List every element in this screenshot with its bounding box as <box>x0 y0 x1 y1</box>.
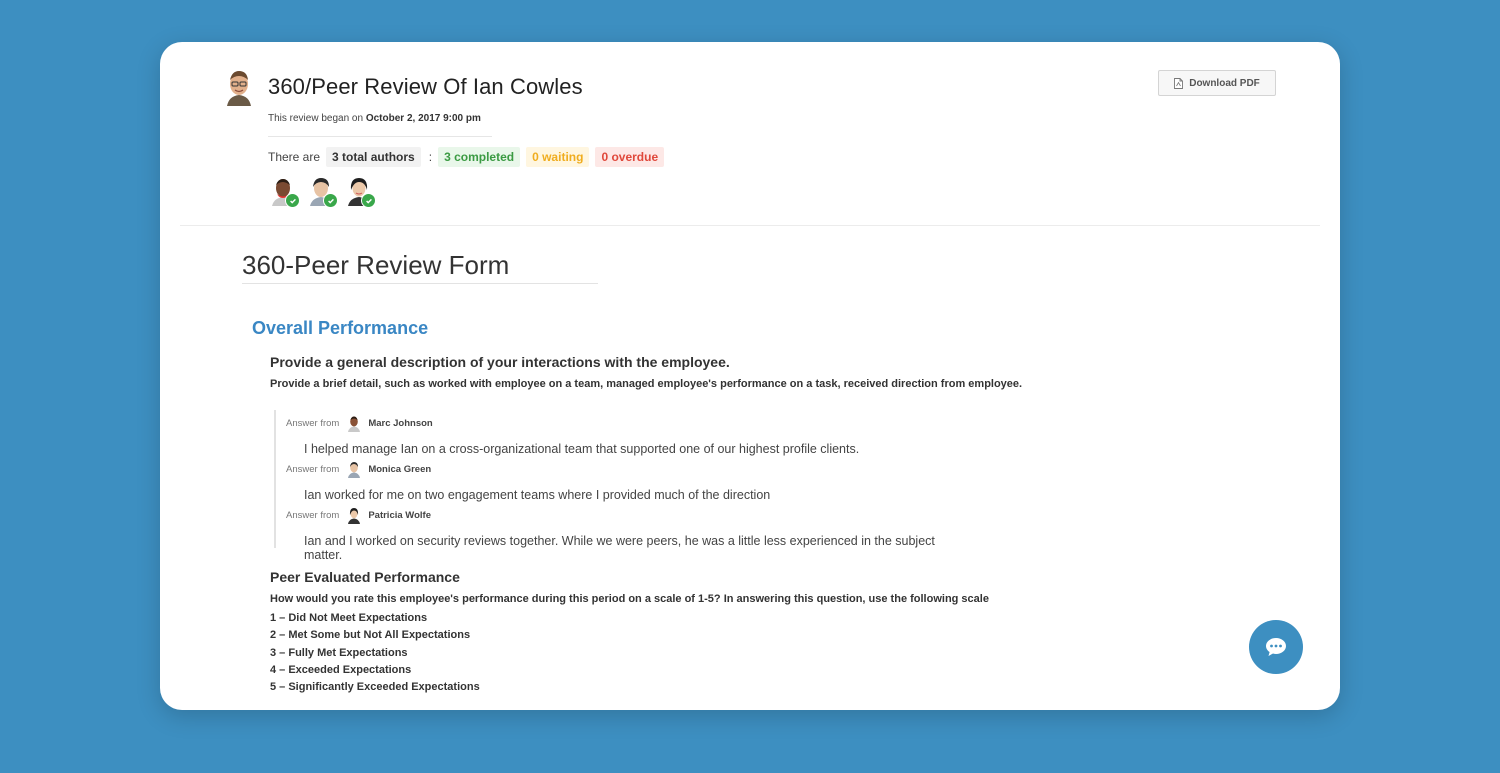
answer-from <box>286 414 433 432</box>
answer-from-label: Answer from <box>286 417 340 429</box>
author-avatar-list <box>270 176 384 206</box>
authors-prefix: There are <box>268 150 321 164</box>
author-avatar[interactable] <box>270 176 296 206</box>
answer-text: Ian and I worked on security reviews together. While we were peers, he was a little less experienced in the subject matter. <box>304 534 935 562</box>
answer-author: Patricia Wolfe <box>368 509 431 521</box>
answer-from <box>286 506 431 524</box>
waiting-badge: 0 waiting <box>526 147 589 167</box>
download-pdf-label: Download PDF <box>1189 77 1260 89</box>
scale-item: 3 – Fully Met Expectations <box>270 646 408 659</box>
section-title: Overall Performance <box>252 318 429 338</box>
reviewee-avatar <box>224 68 254 106</box>
completed-badge: 3 completed <box>438 147 520 167</box>
avatar <box>347 507 361 524</box>
scale-item: 4 – Exceeded Expectations <box>270 663 412 676</box>
rating-scale-list <box>270 610 480 696</box>
review-start-date: October 2, 2017 9:00 pm <box>365 113 481 124</box>
header-divider <box>180 225 1320 226</box>
answer-author: Monica Green <box>368 463 432 475</box>
question-description: How would you rate this employee's performance during this period on a scale of 1-5? In answering this question, use the following scale <box>270 593 989 605</box>
answer-author: Marc Johnson <box>368 417 433 429</box>
authors-summary <box>268 147 664 167</box>
page-title: 360/Peer Review Of Ian Cowles <box>268 74 583 99</box>
answer-text: Ian worked for me on two engagement teams where I provided much of the direction <box>304 488 771 502</box>
file-pdf-icon <box>1174 78 1183 89</box>
scale-item: 2 – Met Some but Not All Expectations <box>270 629 471 642</box>
review-start-prefix: This review began on <box>268 113 364 124</box>
author-avatar[interactable] <box>308 176 334 206</box>
answer-from-label: Answer from <box>286 509 340 521</box>
scale-item: 5 – Significantly Exceeded Expectations <box>270 681 480 694</box>
chat-button[interactable] <box>1249 620 1303 674</box>
answers-list <box>274 410 976 562</box>
question-title: Peer Evaluated Performance <box>270 569 460 585</box>
scale-item: 1 – Did Not Meet Expectations <box>270 612 428 624</box>
total-authors-badge: 3 total authors <box>326 147 421 167</box>
download-pdf-button[interactable] <box>1158 70 1276 96</box>
avatar <box>347 415 361 432</box>
check-icon <box>323 193 338 208</box>
overdue-badge: 0 overdue <box>595 147 664 167</box>
answer-text: I helped manage Ian on a cross-organizational team that supported one of our highest profile clients. <box>304 442 860 456</box>
question-description: Provide a brief detail, such as worked with employee on a team, managed employee's performance on a task, received direction from employee. <box>270 378 1023 390</box>
answer-from <box>286 460 431 478</box>
form-title-rule <box>242 283 598 284</box>
review-start-text <box>268 113 481 124</box>
author-avatar[interactable] <box>346 176 372 206</box>
header-rule <box>268 136 492 137</box>
authors-colon: : <box>428 150 433 164</box>
question-title: Provide a general description of your interactions with the employee. <box>270 354 730 370</box>
avatar <box>347 461 361 478</box>
review-card <box>160 42 1340 710</box>
check-icon <box>285 193 300 208</box>
check-icon <box>361 193 376 208</box>
form-title: 360-Peer Review Form <box>242 250 510 280</box>
answer-from-label: Answer from <box>286 463 340 475</box>
chat-bubble-icon <box>1265 637 1287 657</box>
